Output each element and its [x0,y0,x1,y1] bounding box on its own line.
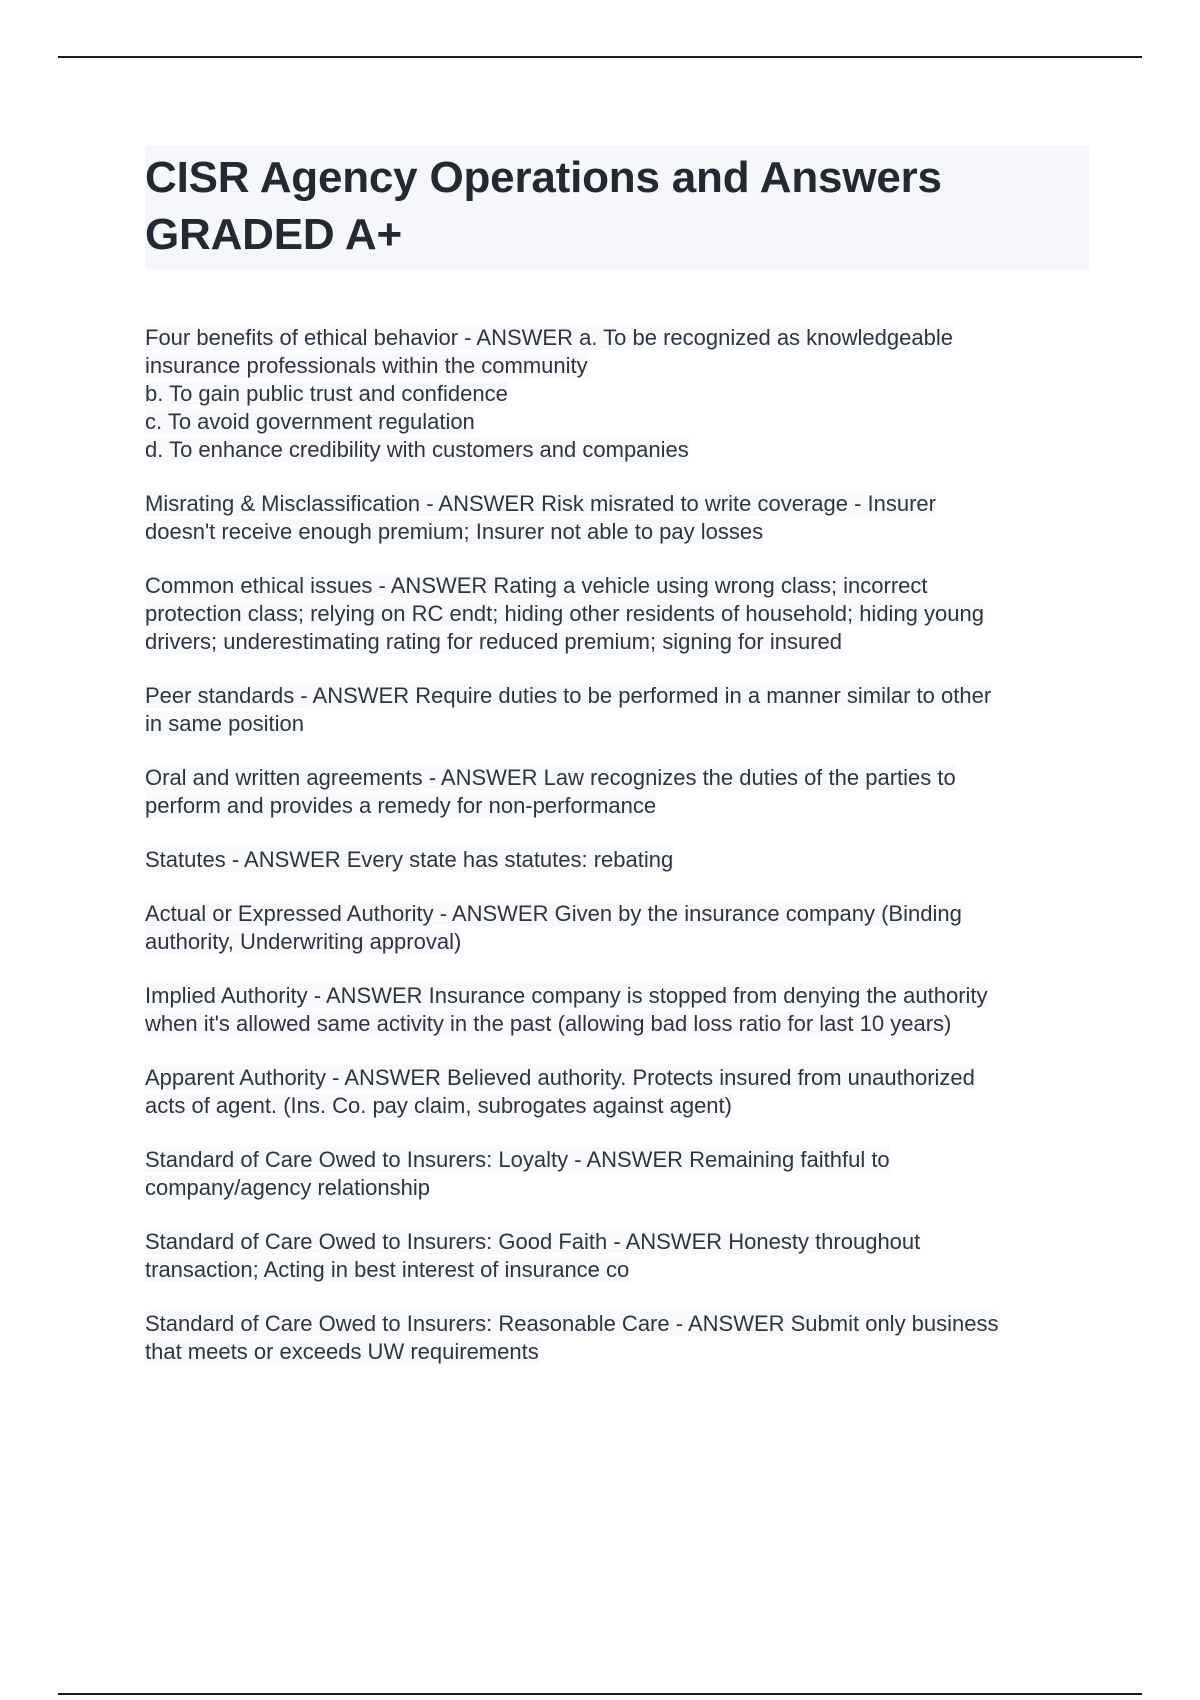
entry-line: doesn't receive enough premium; Insurer not able to pay losses [145,519,764,544]
entry-line: protection class; relying on RC endt; hiding other residents of household; hiding young [145,601,984,626]
entry-line: d. To enhance credibility with customers and companies [145,437,689,462]
entry-line: Standard of Care Owed to Insurers: Good Faith - ANSWER Honesty throughout [145,1229,921,1254]
entry-line: b. To gain public trust and confidence [145,381,508,406]
qa-entry [145,572,1090,656]
entry-line: transaction; Acting in best interest of insurance co [145,1257,630,1282]
qa-entry [145,1064,1090,1120]
title-line: CISR Agency Operations and Answers [145,153,942,202]
qa-entry [145,1310,1090,1366]
document-title [145,149,1089,263]
qa-entry [145,764,1090,820]
entry-line: Apparent Authority - ANSWER Believed authority. Protects insured from unauthorized [145,1065,975,1090]
qa-entry [145,324,1090,464]
entry-line: when it's allowed same activity in the past (allowing bad loss ratio for last 10 years) [145,1011,952,1036]
qa-list [145,324,1090,1366]
entry-line: acts of agent. (Ins. Co. pay claim, subrogates against agent) [145,1093,732,1118]
qa-entry [145,1146,1090,1202]
entry-line: Standard of Care Owed to Insurers: Reasonable Care - ANSWER Submit only business [145,1311,999,1336]
bottom-rule [58,1693,1142,1695]
entry-line: perform and provides a remedy for non-performance [145,793,657,818]
entry-line: Common ethical issues - ANSWER Rating a vehicle using wrong class; incorrect [145,573,928,598]
entry-line: c. To avoid government regulation [145,409,475,434]
entry-line: Implied Authority - ANSWER Insurance company is stopped from denying the authority [145,983,988,1008]
entry-line: insurance professionals within the community [145,353,588,378]
entry-line: that meets or exceeds UW requirements [145,1339,539,1364]
entry-line: Statutes - ANSWER Every state has statutes: rebating [145,847,674,872]
qa-entry [145,982,1090,1038]
qa-entry [145,846,1090,874]
qa-entry [145,682,1090,738]
entry-line: Four benefits of ethical behavior - ANSWER a. To be recognized as knowledgeable [145,325,953,350]
entry-line: company/agency relationship [145,1175,430,1200]
document-body [145,145,1090,1392]
qa-entry [145,900,1090,956]
entry-line: Misrating & Misclassification - ANSWER Risk misrated to write coverage - Insurer [145,491,936,516]
qa-entry [145,490,1090,546]
entry-line: Standard of Care Owed to Insurers: Loyalty - ANSWER Remaining faithful to [145,1147,890,1172]
title-line: GRADED A+ [145,210,402,259]
qa-entry [145,1228,1090,1284]
entry-line: Peer standards - ANSWER Require duties to be performed in a manner similar to other [145,683,992,708]
entry-line: in same position [145,711,304,736]
entry-line: authority, Underwriting approval) [145,929,462,954]
entry-line: drivers; underestimating rating for reduced premium; signing for insured [145,629,842,654]
top-rule [58,56,1142,58]
entry-line: Actual or Expressed Authority - ANSWER Given by the insurance company (Binding [145,901,962,926]
title-block [145,145,1089,269]
entry-line: Oral and written agreements - ANSWER Law recognizes the duties of the parties to [145,765,956,790]
